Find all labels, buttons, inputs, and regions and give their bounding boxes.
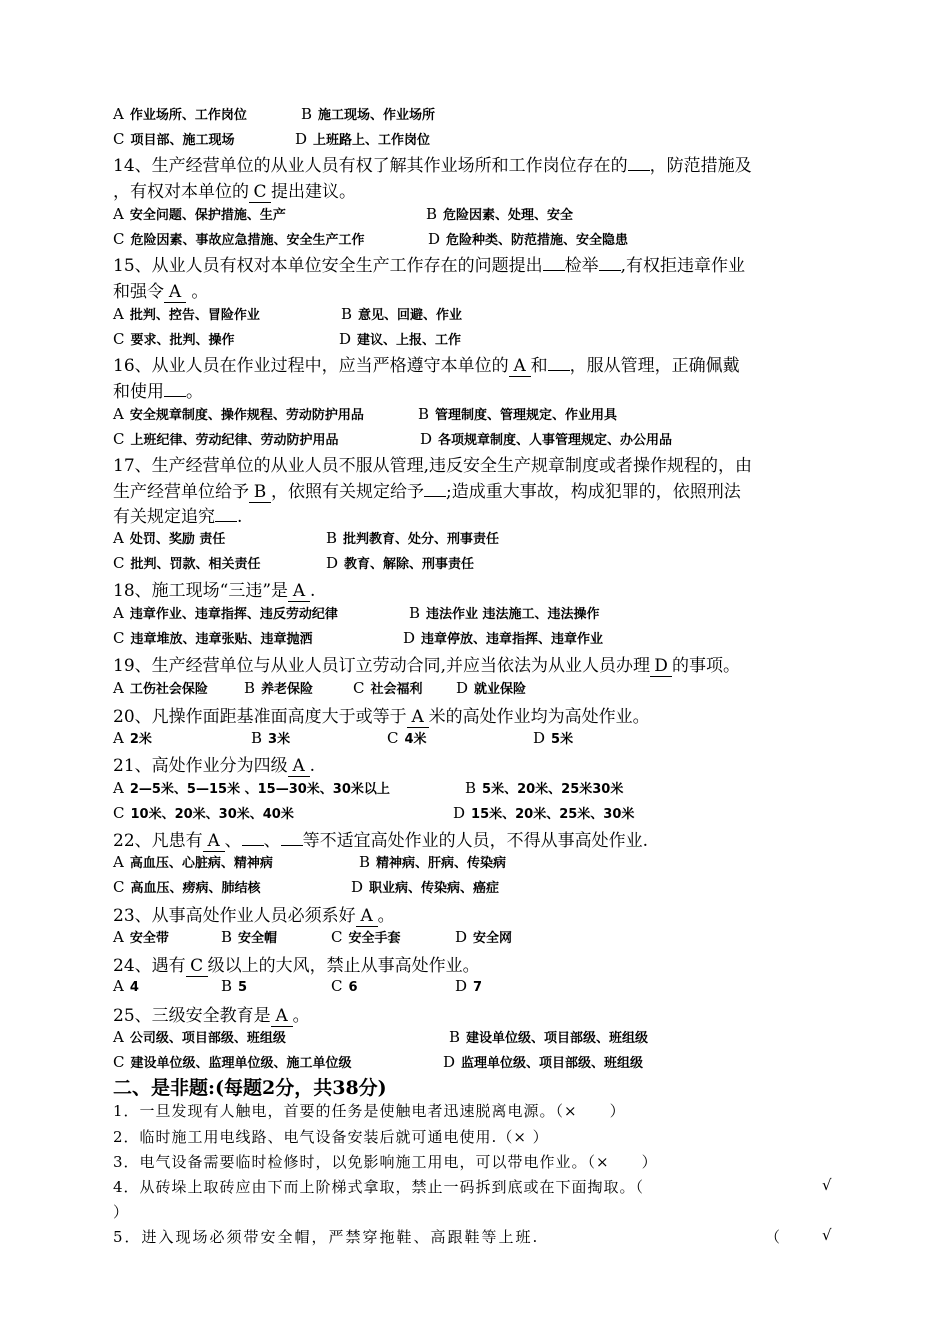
option-letter: C bbox=[331, 977, 343, 995]
question-text: ，依照有关规定给予 bbox=[271, 482, 424, 502]
question-text: 遇有 bbox=[151, 956, 186, 976]
option-text: 批判、控告、冒险作业 bbox=[129, 308, 260, 323]
answer-blank bbox=[164, 396, 186, 397]
option-text: 安全规章制度、操作规程、劳动防护用品 bbox=[129, 408, 364, 423]
option-a bbox=[113, 528, 225, 547]
option-d bbox=[443, 1052, 643, 1071]
option-a bbox=[113, 778, 390, 797]
option-c bbox=[113, 129, 235, 148]
option-c bbox=[331, 927, 401, 946]
option-letter: C bbox=[113, 629, 125, 647]
option-a bbox=[113, 1027, 286, 1046]
option-letter: A bbox=[113, 405, 124, 423]
answer-mark: √ bbox=[822, 1226, 832, 1244]
option-text: 违章停放、违章指挥、违章作业 bbox=[421, 632, 604, 647]
answer-blank bbox=[548, 370, 570, 371]
option-letter: C bbox=[113, 804, 125, 822]
option-text: 精神病、肝病、传染病 bbox=[376, 856, 507, 871]
option-letter: C bbox=[387, 729, 399, 747]
option-text: 安全帽 bbox=[238, 931, 278, 946]
option-text: 安全手套 bbox=[348, 931, 401, 946]
answer-blank: A bbox=[509, 358, 531, 377]
question-text: 。 bbox=[186, 282, 209, 302]
question-text: ;造成重大事故，构成犯罪的，依照刑法 bbox=[446, 482, 741, 502]
option-text: 作业场所、工作岗位 bbox=[129, 108, 247, 123]
option-letter: A bbox=[113, 205, 124, 223]
option-text: 就业保险 bbox=[474, 682, 527, 697]
option-text: 违章作业、违章指挥、违反劳动纪律 bbox=[129, 607, 338, 622]
option-text: 建设单位级、项目部级、班组级 bbox=[466, 1031, 649, 1046]
question-text: 生产经营单位给予 bbox=[113, 482, 249, 502]
option-c bbox=[113, 1052, 352, 1071]
option-text: 公司级、项目部级、班组级 bbox=[129, 1031, 286, 1046]
option-letter: C bbox=[113, 430, 125, 448]
answer-blank bbox=[215, 521, 237, 522]
option-text: 各项规章制度、人事管理规定、办公用品 bbox=[438, 433, 673, 448]
option-d bbox=[533, 728, 573, 747]
option-d bbox=[428, 229, 628, 248]
true-false-item bbox=[113, 1126, 549, 1147]
option-b bbox=[326, 528, 499, 547]
option-text: 2—5米、5—15米 、15—30米、30米以上 bbox=[129, 782, 390, 797]
item-continuation: ） bbox=[113, 1203, 130, 1221]
option-letter: A bbox=[113, 679, 124, 697]
option-letter: A bbox=[113, 1028, 124, 1046]
question-19-line bbox=[113, 651, 740, 677]
question-text: 有关规定追究 bbox=[113, 507, 215, 527]
option-letter: B bbox=[301, 105, 313, 123]
option-text: 5米 bbox=[551, 732, 574, 747]
question-text: ，有权对本单位的 bbox=[113, 182, 249, 202]
question-text: ，防范措施及 bbox=[649, 156, 752, 176]
question-text: 凡患有 bbox=[151, 831, 203, 851]
option-b bbox=[221, 927, 277, 946]
question-number: 25、 bbox=[113, 1006, 152, 1026]
option-letter: B bbox=[409, 604, 421, 622]
option-b bbox=[465, 778, 623, 797]
option-text: 建议、上报、工作 bbox=[357, 333, 462, 348]
question-25-line bbox=[113, 1001, 310, 1027]
answer-blank bbox=[599, 270, 621, 271]
question-15-line bbox=[113, 251, 745, 276]
item-number: 5． bbox=[113, 1228, 142, 1246]
question-text: 级以上的大风，禁止从事高处作业。 bbox=[207, 956, 480, 976]
option-letter: C bbox=[113, 230, 125, 248]
question-number: 24、 bbox=[113, 956, 152, 976]
option-text: 安全网 bbox=[473, 931, 513, 946]
question-14-line bbox=[113, 151, 752, 176]
option-d bbox=[455, 927, 512, 946]
answer-blank: A bbox=[356, 908, 378, 927]
option-text: 高血压、心脏病、精神病 bbox=[129, 856, 273, 871]
option-letter: D bbox=[443, 1053, 456, 1071]
option-b bbox=[221, 977, 247, 995]
question-16-line bbox=[113, 351, 740, 377]
question-number: 21、 bbox=[113, 756, 152, 776]
option-letter: B bbox=[426, 205, 438, 223]
option-b bbox=[244, 678, 313, 697]
option-letter: B bbox=[244, 679, 256, 697]
option-letter: B bbox=[326, 529, 338, 547]
question-number: 14、 bbox=[113, 156, 152, 176]
option-letter: B bbox=[221, 928, 233, 946]
option-a bbox=[113, 728, 152, 747]
question-20-line bbox=[113, 702, 650, 728]
item-number: 3． bbox=[113, 1153, 140, 1171]
option-c bbox=[113, 229, 365, 248]
question-number: 17、 bbox=[113, 456, 152, 476]
option-d bbox=[456, 678, 526, 697]
question-text: 。 bbox=[377, 906, 395, 926]
option-letter: A bbox=[113, 105, 124, 123]
option-text: 5米、20米、25米30米 bbox=[482, 782, 624, 797]
question-text: 和 bbox=[530, 356, 548, 376]
answer-blank: B bbox=[249, 484, 271, 503]
answer-blank: A bbox=[288, 583, 310, 602]
option-c bbox=[113, 329, 235, 348]
option-letter: D bbox=[455, 928, 468, 946]
option-letter: A bbox=[113, 604, 124, 622]
option-b bbox=[359, 852, 506, 871]
question-number: 15、 bbox=[113, 256, 152, 276]
question-text: 高处作业分为四级 bbox=[151, 756, 288, 776]
option-b bbox=[301, 104, 435, 123]
option-text: 项目部、施工现场 bbox=[130, 133, 235, 148]
answer-blank bbox=[242, 845, 264, 846]
option-text: 7 bbox=[473, 980, 483, 995]
option-letter: D bbox=[456, 679, 469, 697]
option-letter: B bbox=[465, 779, 477, 797]
option-d bbox=[403, 628, 603, 647]
option-letter: D bbox=[533, 729, 546, 747]
option-a bbox=[113, 304, 260, 323]
option-letter: D bbox=[351, 878, 364, 896]
option-c bbox=[331, 977, 358, 995]
answer-blank bbox=[281, 845, 303, 846]
option-letter: B bbox=[359, 853, 371, 871]
option-text: 4米 bbox=[404, 732, 427, 747]
option-text: 养老保险 bbox=[261, 682, 314, 697]
question-text: 。 bbox=[186, 382, 203, 402]
item-number: 2． bbox=[113, 1128, 140, 1146]
option-d bbox=[455, 977, 482, 995]
option-c bbox=[113, 553, 261, 572]
question-text: 的事项。 bbox=[672, 656, 741, 676]
option-text: 工伤社会保险 bbox=[129, 682, 208, 697]
answer-blank: C bbox=[249, 184, 271, 203]
option-text: 批判、罚款、相关责任 bbox=[130, 557, 261, 572]
question-text: 生产经营单位的从业人员不服从管理,违反安全生产规章制度或者操作规程的，由 bbox=[151, 456, 753, 476]
option-letter: C bbox=[331, 928, 343, 946]
question-17-line bbox=[113, 477, 741, 503]
option-b bbox=[418, 404, 617, 423]
question-text: 生产经营单位的从业人员有权了解其作业场所和工作岗位存在的 bbox=[151, 156, 628, 176]
option-text: 处罚、奖励 责任 bbox=[129, 532, 226, 547]
question-text: 。 bbox=[292, 1006, 310, 1026]
option-letter: B bbox=[251, 729, 263, 747]
option-text: 上班路上、工作岗位 bbox=[313, 133, 431, 148]
answer-blank: A bbox=[407, 709, 429, 728]
item-text: 一旦发现有人触电，首要的任务是使触电者迅速脱离电源。（× ） bbox=[139, 1102, 626, 1120]
option-text: 教育、解除、刑事责任 bbox=[344, 557, 475, 572]
option-letter: B bbox=[449, 1028, 461, 1046]
question-text: . bbox=[237, 507, 243, 527]
item-number: 1． bbox=[113, 1102, 140, 1120]
question-number: 18、 bbox=[113, 581, 152, 601]
option-letter: C bbox=[113, 1053, 125, 1071]
question-text: 、 bbox=[263, 831, 281, 851]
option-text: 社会福利 bbox=[370, 682, 423, 697]
question-14-line bbox=[113, 177, 356, 203]
option-letter: A bbox=[113, 729, 124, 747]
question-text: 和使用 bbox=[113, 382, 164, 402]
answer-blank: D bbox=[650, 658, 672, 677]
question-text: 凡操作面距基准面高度大于或等于 bbox=[151, 707, 407, 727]
question-22-line bbox=[113, 826, 648, 852]
option-text: 3米 bbox=[268, 732, 291, 747]
answer-mark: √ bbox=[822, 1176, 832, 1194]
option-c bbox=[387, 728, 427, 747]
option-text: 监理单位级、项目部级、班组级 bbox=[461, 1056, 644, 1071]
answer-blank: C bbox=[186, 958, 208, 977]
answer-blank bbox=[628, 170, 650, 171]
option-text: 6 bbox=[348, 980, 358, 995]
question-text: 从事高处作业人员必须系好 bbox=[151, 906, 356, 926]
question-number: 23、 bbox=[113, 906, 152, 926]
option-letter: B bbox=[341, 305, 353, 323]
option-letter: D bbox=[428, 230, 441, 248]
option-a bbox=[113, 204, 286, 223]
option-b bbox=[409, 603, 600, 622]
option-text: 违章堆放、违章张贴、违章抛洒 bbox=[130, 632, 313, 647]
option-text: 危险种类、防范措施、安全隐患 bbox=[446, 233, 629, 248]
option-d bbox=[453, 803, 634, 822]
option-letter: D bbox=[420, 430, 433, 448]
question-number: 19、 bbox=[113, 656, 152, 676]
option-text: 建设单位级、监理单位级、施工单位级 bbox=[130, 1056, 352, 1071]
option-text: 职业病、传染病、癌症 bbox=[369, 881, 500, 896]
option-b bbox=[341, 304, 462, 323]
option-letter: A bbox=[113, 977, 124, 995]
option-letter: C bbox=[113, 330, 125, 348]
answer-blank bbox=[424, 496, 446, 497]
option-text: 危险因素、事故应急措施、安全生产工作 bbox=[130, 233, 365, 248]
option-letter: D bbox=[295, 130, 308, 148]
answer-blank: A bbox=[271, 1008, 293, 1027]
option-text: 安全问题、保护措施、生产 bbox=[129, 208, 286, 223]
question-18-line bbox=[113, 576, 315, 602]
option-b bbox=[426, 204, 573, 223]
question-16-line bbox=[113, 377, 203, 402]
true-false-item bbox=[113, 1176, 644, 1197]
option-text: 上班纪律、劳动纪律、劳动防护用品 bbox=[130, 433, 339, 448]
option-letter: D bbox=[453, 804, 466, 822]
true-false-item bbox=[113, 1151, 658, 1172]
option-text: 10米、20米、30米、40米 bbox=[130, 807, 294, 822]
question-text: 和强令 bbox=[113, 282, 164, 302]
option-text: 违法作业 违法施工、违法操作 bbox=[426, 607, 600, 622]
option-text: 管理制度、管理规定、作业用具 bbox=[435, 408, 618, 423]
option-text: 高血压、痨病、肺结核 bbox=[130, 881, 261, 896]
question-text: 、 bbox=[224, 831, 242, 851]
option-text: 15米、20米、25米、30米 bbox=[471, 807, 635, 822]
item-text: 临时施工用电线路、电气设备安装后就可通电使用.（× ） bbox=[139, 1128, 549, 1146]
option-d bbox=[351, 877, 499, 896]
question-text: 从业人员有权对本单位安全生产工作存在的问题提出 bbox=[151, 256, 543, 276]
option-a bbox=[113, 104, 247, 123]
option-text: 安全带 bbox=[129, 931, 169, 946]
option-a bbox=[113, 603, 338, 622]
paren-open: （ bbox=[765, 1228, 781, 1246]
option-letter: C bbox=[353, 679, 365, 697]
option-b bbox=[251, 728, 290, 747]
question-15-line bbox=[113, 277, 208, 303]
question-text: ,有权拒违章作业 bbox=[620, 256, 746, 276]
option-a bbox=[113, 927, 169, 946]
option-text: 意见、回避、作业 bbox=[358, 308, 463, 323]
option-d bbox=[339, 329, 461, 348]
question-number: 16、 bbox=[113, 356, 152, 376]
option-d bbox=[295, 129, 430, 148]
question-21-line bbox=[113, 751, 315, 777]
question-24-line bbox=[113, 951, 480, 977]
option-text: 要求、批判、操作 bbox=[130, 333, 235, 348]
option-d bbox=[326, 553, 474, 572]
option-letter: A bbox=[113, 853, 124, 871]
item-text: 进入现场必须带安全帽，严禁穿拖鞋、高跟鞋等上班. bbox=[141, 1228, 540, 1246]
section-title: 二、是非题:(每题2分，共38分) bbox=[113, 1077, 387, 1099]
true-false-item bbox=[113, 1100, 626, 1121]
option-c bbox=[113, 429, 339, 448]
question-17-line bbox=[113, 451, 752, 476]
option-letter: B bbox=[221, 977, 233, 995]
item-number: 4． bbox=[113, 1178, 140, 1196]
option-text: 施工现场、作业场所 bbox=[318, 108, 436, 123]
option-c bbox=[353, 678, 423, 697]
option-text: 5 bbox=[238, 980, 248, 995]
option-a bbox=[113, 678, 208, 697]
true-false-item bbox=[113, 1226, 539, 1247]
option-letter: D bbox=[326, 554, 339, 572]
option-b bbox=[449, 1027, 648, 1046]
question-text: 生产经营单位与从业人员订立劳动合同,并应当依法为从业人员办理 bbox=[151, 656, 651, 676]
question-text: . bbox=[310, 581, 316, 601]
answer-blank: A bbox=[288, 758, 310, 777]
option-c bbox=[113, 803, 294, 822]
item-text: 电气设备需要临时检修时，以免影响施工用电，可以带电作业。（× ） bbox=[139, 1153, 658, 1171]
option-letter: C bbox=[113, 878, 125, 896]
item-text: 从砖垛上取砖应由下而上阶梯式拿取，禁止一码拆到底或在下面掏取。（ bbox=[139, 1178, 645, 1196]
option-letter: B bbox=[418, 405, 430, 423]
option-d bbox=[420, 429, 672, 448]
option-a bbox=[113, 852, 273, 871]
option-letter: A bbox=[113, 928, 124, 946]
answer-blank: A bbox=[164, 284, 186, 303]
question-23-line bbox=[113, 901, 395, 927]
option-letter: D bbox=[339, 330, 352, 348]
question-number: 20、 bbox=[113, 707, 152, 727]
option-letter: A bbox=[113, 529, 124, 547]
answer-blank: A bbox=[203, 833, 225, 852]
question-text: . bbox=[309, 756, 316, 776]
question-text: 等不适宜高处作业的人员，不得从事高处作业. bbox=[302, 831, 649, 851]
question-17-line bbox=[113, 502, 242, 527]
option-text: 危险因素、处理、安全 bbox=[443, 208, 574, 223]
question-text: 施工现场“三违”是 bbox=[151, 581, 289, 601]
option-c bbox=[113, 877, 261, 896]
question-text: 三级安全教育是 bbox=[151, 1006, 271, 1026]
option-letter: A bbox=[113, 779, 124, 797]
option-letter: C bbox=[113, 130, 125, 148]
question-text: 米的高处作业均为高处作业。 bbox=[428, 707, 650, 727]
option-letter: A bbox=[113, 305, 124, 323]
question-text: ，服从管理，正确佩戴 bbox=[569, 356, 740, 376]
option-text: 2米 bbox=[129, 732, 152, 747]
option-letter: C bbox=[113, 554, 125, 572]
question-text: 检举 bbox=[564, 256, 599, 276]
option-text: 4 bbox=[129, 980, 139, 995]
option-letter: D bbox=[455, 977, 468, 995]
question-text: 提出建议。 bbox=[271, 182, 356, 202]
option-letter: D bbox=[403, 629, 416, 647]
option-c bbox=[113, 628, 313, 647]
question-number: 22、 bbox=[113, 831, 152, 851]
answer-blank bbox=[543, 270, 565, 271]
option-a bbox=[113, 977, 139, 995]
option-a bbox=[113, 404, 364, 423]
option-text: 批判教育、处分、刑事责任 bbox=[343, 532, 500, 547]
question-text: 从业人员在作业过程中，应当严格遵守本单位的 bbox=[151, 356, 509, 376]
